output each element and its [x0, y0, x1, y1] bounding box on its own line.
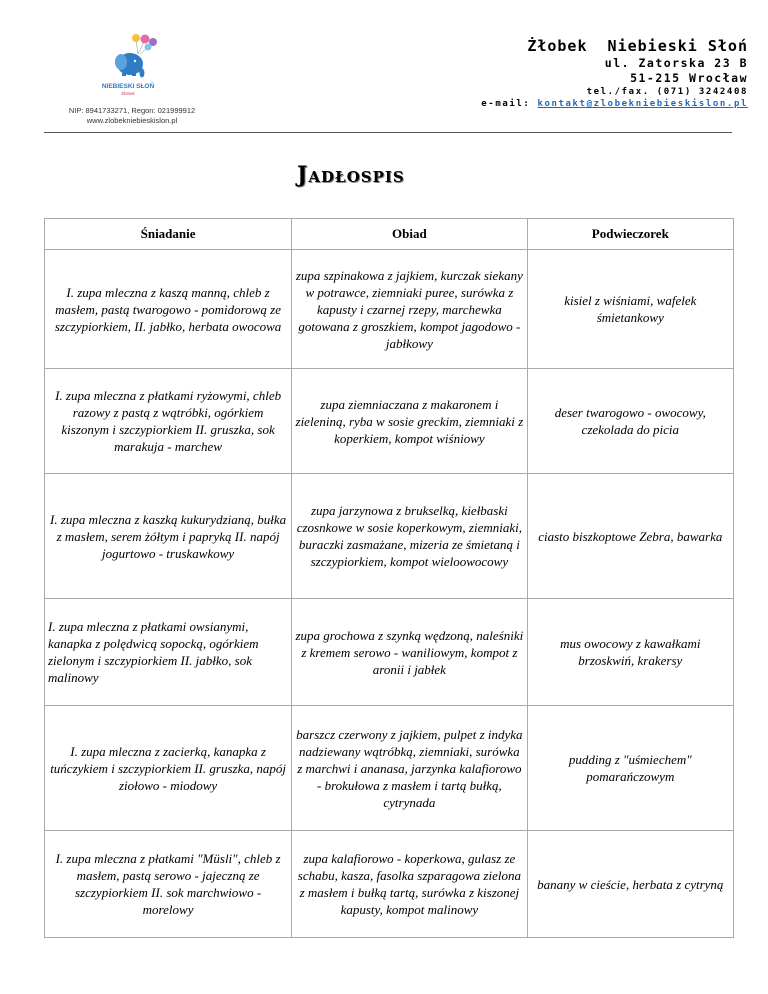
snack-cell: ciasto biszkoptowe Zebra, bawarka [527, 474, 733, 599]
company-street: ul. Zatorska 23 B [604, 56, 748, 70]
breakfast-cell: I. zupa mleczna z kaszką kukurydzianą, bułka z masłem, serem żółtym i papryką II. napój jogurtowo - truskawkowy [45, 474, 292, 599]
company-city: 51-215 Wrocław [630, 71, 748, 85]
lunch-cell: zupa grochowa z szynką wędzoną, naleśniki z kremem serowo - waniliowym, kompot z aronii i jabłek [292, 599, 527, 706]
header-breakfast: Śniadanie [45, 219, 292, 250]
company-email-line [481, 98, 748, 110]
snack-cell: banany w cieście, herbata z cytryną [527, 831, 733, 938]
elephant-logo [88, 32, 168, 100]
lunch-cell: zupa kalafiorowo - koperkowa, gulasz ze schabu, kasza, fasolka szparagowa zielona z masłem i bułką tartą, surówka z kiszonej kapusty, kompot malinowy [292, 831, 527, 938]
table-row [45, 250, 734, 369]
logo-sub: Żłobek [121, 91, 135, 96]
lunch-cell: zupa ziemniaczana z makaronem i zieleniną, ryba w sosie greckim, ziemniaki z koperkiem, kompot wiśniowy [292, 369, 527, 474]
table-header-row [45, 219, 734, 250]
header-divider [44, 132, 732, 133]
snack-cell: kisiel z wiśniami, wafelek śmietankowy [527, 250, 733, 369]
breakfast-cell: I. zupa mleczna z kaszą manną, chleb z masłem, pastą twarogowo - pomidorową ze szczypiorkiem, II. jabłko, herbata owocowa [45, 250, 292, 369]
snack-cell: mus owocowy z kawałkami brzoskwiń, krakersy [527, 599, 733, 706]
table-row [45, 706, 734, 831]
lunch-cell: zupa szpinakowa z jajkiem, kurczak siekany w potrawce, ziemniaki puree, surówka z kapusty i czarnej rzepy, marchewka gotowana z groszkiem, kompot jagodowo - jabłkowy [292, 250, 527, 369]
breakfast-cell: I. zupa mleczna z płatkami "Müsli", chleb z masłem, pastą serowo - jajeczną ze szczypiorkiem II. sok marchwiowo - morelowy [45, 831, 292, 938]
breakfast-cell: I. zupa mleczna z zacierką, kanapka z tuńczykiem i szczypiorkiem II. gruszka, napój ziołowo - miodowy [45, 706, 292, 831]
breakfast-cell: I. zupa mleczna z płatkami ryżowymi, chleb razowy z pastą z wątróbki, ogórkiem kiszonym i szczypiorkiem II. gruszka, sok marakuja - marchew [45, 369, 292, 474]
snack-cell: pudding z "uśmiechem" pomarańczowym [527, 706, 733, 831]
lunch-cell: barszcz czerwony z jajkiem, pulpet z indyka nadziewany wątróbką, ziemniaki, surówka z marchwi i ananasa, jarzynka kalafiorowo - brokułowa z masłem i tartą bułką, cytrynada [292, 706, 527, 831]
table-row [45, 599, 734, 706]
website: www.zlobekniebieskislon.pl [86, 116, 178, 125]
page-title: Jadłospis [297, 162, 405, 188]
snack-cell: deser twarogowo - owocowy, czekolada do picia [527, 369, 733, 474]
table-row [45, 831, 734, 938]
header-snack: Podwieczorek [527, 219, 733, 250]
menu-table [44, 218, 734, 938]
header-lunch: Obiad [292, 219, 527, 250]
nip-regon: NIP: 8941733271, Regon: 021999912 [68, 106, 196, 115]
lunch-cell: zupa jarzynowa z brukselką, kiełbaski czosnkowe w sosie koperkowym, ziemniaki, buraczki zasmażane, mizeria ze śmietaną i szczypiorkiem, kompot wieloowocowy [292, 474, 527, 599]
registration-info [52, 106, 212, 126]
table-row [45, 474, 734, 599]
table-row [45, 369, 734, 474]
logo-brand: NIEBIESKI SŁOŃ [101, 83, 155, 90]
breakfast-cell: I. zupa mleczna z płatkami owsianymi, kanapka z polędwicą sopocką, ogórkiem zielonym i szczypiorkiem II. jabłko, sok malinowy [45, 599, 292, 706]
company-header [481, 36, 748, 110]
email-label: e-mail: [481, 99, 538, 109]
company-phone: tel./fax. (071) 3242408 [586, 87, 748, 97]
email-link[interactable]: kontakt@zlobekniebieskislon.pl [537, 99, 748, 109]
company-name: Żłobek Niebieski Słoń [527, 37, 748, 55]
